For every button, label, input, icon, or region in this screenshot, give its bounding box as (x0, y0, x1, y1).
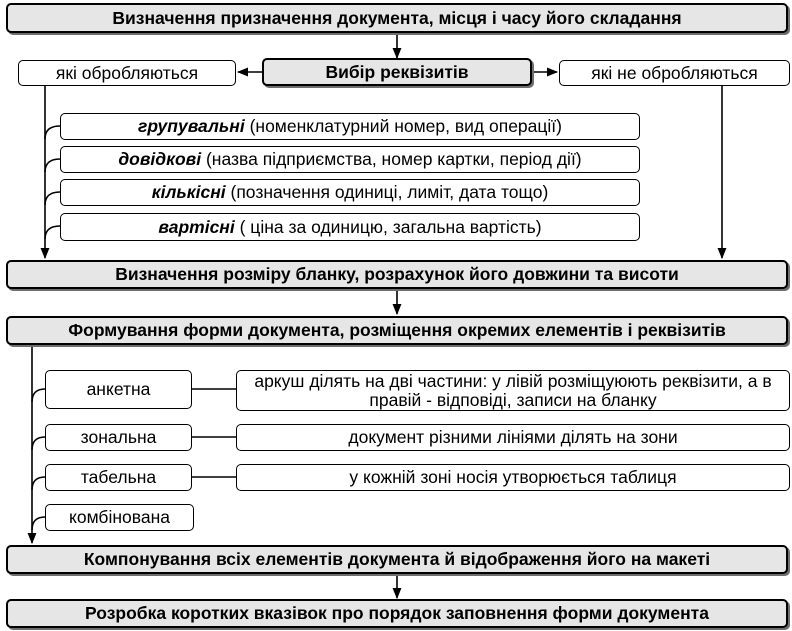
requisite-cost-detail: ( ціна за одиницю, загальна вартість) (234, 216, 542, 237)
form-type-tabular-label: табельна (80, 467, 157, 487)
form-type-zonal-desc-text: документ різними лініями ділять на зони (348, 427, 678, 447)
requisite-grouping-detail: (номенклатурний номер, вид операції) (244, 116, 562, 136)
step-fill-instructions-text: Розробка коротких вказівок про порядок заповнення форми документа (85, 603, 709, 623)
step-purpose-definition (6, 3, 788, 33)
requisite-quantitative-detail: (позначення одиниці, лиміт, дата тощо) (225, 182, 549, 202)
branch-processed-text: які обробляються (55, 62, 199, 83)
step-requisite-selection-text: Вибір реквізитів (325, 61, 469, 82)
form-type-questionnaire (45, 370, 192, 409)
branch-processed (18, 60, 236, 86)
requisite-grouping-name: групувальні (137, 116, 245, 136)
requisite-reference-detail: (назва підприємства, номер картки, період дії) (201, 149, 582, 169)
step-form-building (6, 316, 788, 345)
requisite-quantitative (60, 179, 640, 206)
form-type-questionnaire-desc (236, 370, 790, 411)
step-blank-size-text: Визначення розміру бланку, розрахунок його довжини та висоти (115, 264, 679, 284)
form-type-zonal-desc (236, 424, 790, 451)
step-layout-composition (6, 545, 788, 574)
step-requisite-selection (262, 58, 532, 86)
form-type-tabular-desc (236, 464, 790, 491)
step-fill-instructions (6, 599, 788, 628)
requisite-quantitative-name: кількісні (151, 182, 226, 202)
form-type-tabular (45, 464, 192, 491)
form-type-questionnaire-label: анкетна (86, 379, 151, 399)
requisite-cost-name: вартісні (158, 216, 235, 237)
form-type-combined-label: комбінована (69, 507, 170, 527)
form-type-combined (45, 504, 194, 531)
step-purpose-definition-text: Визначення призначення документа, місця і часу його складання (112, 7, 682, 28)
requisite-reference (60, 146, 640, 173)
step-form-building-text: Формування форми документа, розміщення окремих елементів і реквізитів (68, 320, 726, 340)
form-type-zonal-label: зональна (80, 427, 157, 447)
requisite-grouping (60, 113, 640, 140)
form-type-questionnaire-desc-text: аркуш ділять на дві частини: у лівій розміщуюють реквізити, а в правій - відповіді, записи на бланку (254, 370, 772, 410)
form-type-zonal (45, 424, 192, 451)
branch-not-processed-text: які не обробляються (591, 62, 758, 83)
branch-not-processed (559, 60, 790, 86)
step-blank-size (6, 260, 788, 289)
requisite-cost (60, 213, 640, 241)
requisite-reference-name: довідкові (118, 149, 202, 169)
form-type-tabular-desc-text: у кожній зоні носія утворюється таблиця (349, 467, 677, 487)
step-layout-composition-text: Компонування всіх елементів документа й відображення його на макеті (83, 549, 711, 569)
